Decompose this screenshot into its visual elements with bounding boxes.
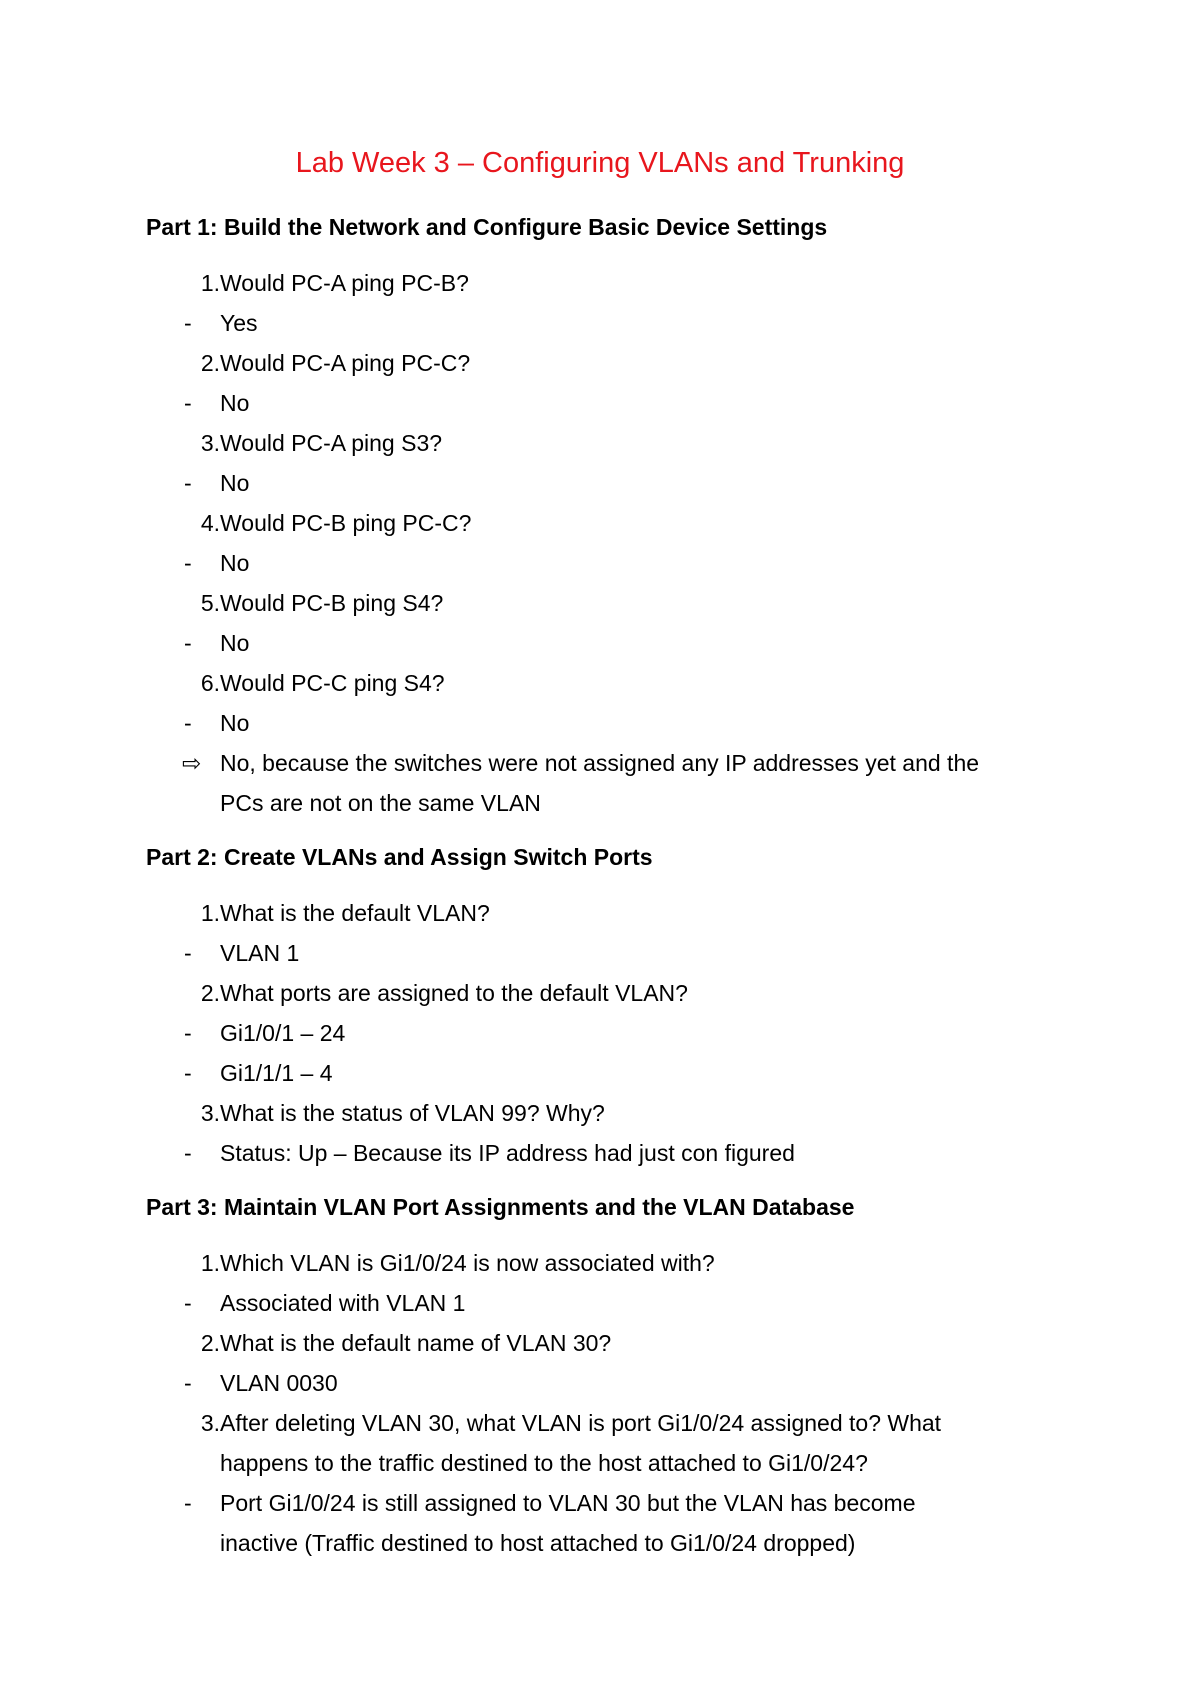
dash-bullet: - [184,550,192,576]
dash-bullet: - [184,1490,192,1516]
dash-bullet: - [184,1020,192,1046]
question-text: Would PC-C ping S4? [220,670,445,696]
list-number: 1. [200,900,220,926]
answer-text: Associated with VLAN 1 [220,1290,466,1316]
list-number: 1. [200,270,220,296]
answer-text: No [220,710,250,736]
answer-text-line-1: Port Gi1/0/24 is still assigned to VLAN 30 but the VLAN has become [220,1490,916,1516]
part2-heading: Part 2: Create VLANs and Assign Switch Ports [146,844,653,870]
answer-text: Status: Up – Because its IP address had just con figured [220,1140,795,1166]
arrow-bullet-icon: ⇨ [182,750,202,776]
answer-text-line-2: inactive (Traffic destined to host attached to Gi1/0/24 dropped) [220,1530,856,1556]
question-text: Would PC-B ping S4? [220,590,444,616]
list-number: 2. [200,350,220,376]
list-number: 3. [200,1100,220,1126]
dash-bullet: - [184,1290,192,1316]
note-text-line-1: No, because the switches were not assigned any IP addresses yet and the [220,750,980,776]
answer-text: No [220,550,250,576]
part1-heading: Part 1: Build the Network and Configure Basic Device Settings [146,214,828,240]
dash-bullet: - [184,630,192,656]
dash-bullet: - [184,1140,192,1166]
dash-bullet: - [184,1370,192,1396]
question-text: Would PC-B ping PC-C? [220,510,472,536]
question-text: What is the default name of VLAN 30? [220,1330,612,1356]
dash-bullet: - [184,940,192,966]
list-number: 3. [200,1410,220,1436]
question-text-line-2: happens to the traffic destined to the host attached to Gi1/0/24? [220,1450,868,1476]
dash-bullet: - [184,1060,192,1086]
answer-text: Gi1/1/1 – 4 [220,1060,333,1086]
question-text-line-1: After deleting VLAN 30, what VLAN is port Gi1/0/24 assigned to? What [220,1410,942,1436]
list-number: 6. [200,670,220,696]
dash-bullet: - [184,310,192,336]
list-number: 1. [200,1250,220,1276]
question-text: Would PC-A ping S3? [220,430,443,456]
part3-heading: Part 3: Maintain VLAN Port Assignments and the VLAN Database [146,1194,855,1220]
answer-text: VLAN 1 [220,940,300,966]
answer-text: VLAN 0030 [220,1370,338,1396]
dash-bullet: - [184,390,192,416]
answer-text: No [220,390,250,416]
answer-text: No [220,630,250,656]
question-text: What is the status of VLAN 99? Why? [220,1100,605,1126]
note-text-line-2: PCs are not on the same VLAN [220,790,541,816]
answer-text: Yes [220,310,258,336]
list-number: 3. [200,430,220,456]
question-text: Would PC-A ping PC-B? [220,270,469,296]
dash-bullet: - [184,710,192,736]
list-number: 2. [200,980,220,1006]
question-text: What ports are assigned to the default VLAN? [220,980,688,1006]
document-title: Lab Week 3 – Configuring VLANs and Trunking [295,147,905,179]
dash-bullet: - [184,470,192,496]
answer-text: Gi1/0/1 – 24 [220,1020,346,1046]
list-number: 4. [200,510,220,536]
question-text: What is the default VLAN? [220,900,490,926]
question-text: Which VLAN is Gi1/0/24 is now associated with? [220,1250,715,1276]
question-text: Would PC-A ping PC-C? [220,350,471,376]
list-number: 5. [200,590,220,616]
answer-text: No [220,470,250,496]
list-number: 2. [200,1330,220,1356]
